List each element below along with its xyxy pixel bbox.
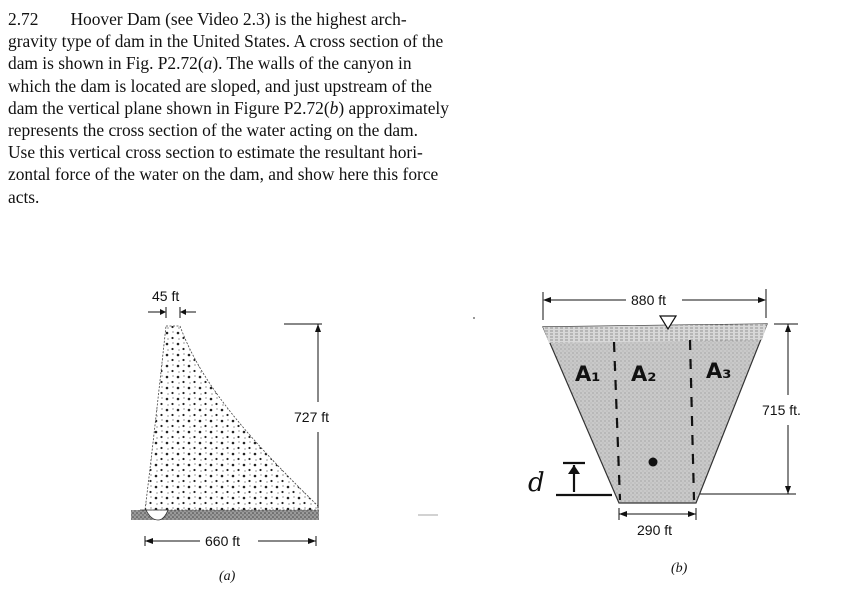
figure-a-top-width-label: 45 ft — [152, 288, 180, 304]
problem-line-9: acts. — [8, 186, 40, 207]
problem-line-3-end: ). The walls of the canyon in — [212, 53, 412, 74]
figure-a-caption: (a) — [219, 569, 236, 584]
figure-b-top-width-label: 880 ft — [631, 292, 667, 308]
speck — [473, 317, 475, 319]
figure-b-water-surface — [543, 324, 767, 343]
figure-b-bottom-width-label: 290 ft — [637, 522, 673, 538]
figure-b-water — [543, 324, 767, 503]
figure-b-canyon-cross-section — [528, 289, 801, 576]
figure-a-top-width-dimension — [148, 307, 196, 318]
problem-line-7: Use this vertical cross section to estimate the resultant hori- — [8, 142, 423, 163]
figure-a-height-label: 727 ft — [294, 409, 330, 425]
figure-b-height-label: 715 ft. — [762, 402, 801, 418]
problem-line-3-start: dam is shown in Fig. P2.72( — [8, 53, 204, 74]
problem-text-1: Hoover Dam (see Video 2.3) is the highest arch- — [70, 9, 407, 29]
figure-b-caption: (b) — [671, 561, 688, 576]
figure-a-dam-body — [145, 326, 318, 510]
problem-line-4: which the dam is located are sloped, and just upstream of the — [8, 75, 433, 96]
figure-b-d-label: d — [528, 468, 545, 498]
problem-line-8: zontal force of the water on the dam, and show here this force — [8, 164, 439, 185]
figure-b-area-a1-label: A₁ — [575, 362, 601, 386]
figure-b-area-a3-label: A₃ — [706, 359, 732, 383]
problem-line-5-italic: b — [329, 97, 339, 118]
figure-b-area-a2-label: A₂ — [631, 362, 657, 386]
problem-line-5-end: ) approximately — [338, 97, 449, 118]
problem-line-5-start: dam the vertical plane shown in Figure P2.72( — [8, 97, 330, 118]
figure-a-base-label: 660 ft — [205, 533, 241, 549]
figure-a-dam-cross-section — [131, 288, 329, 584]
figure-b-bottom-width-dimension — [619, 508, 696, 520]
figure-b-centroid-dot — [649, 458, 658, 467]
problem-line-3-italic: a — [203, 53, 213, 74]
problem-line-6: represents the cross section of the water acting on the dam. — [8, 120, 418, 141]
problem-line-2: gravity type of dam in the United States. A cross section of the — [8, 31, 444, 52]
problem-number: 2.72 — [8, 9, 39, 29]
